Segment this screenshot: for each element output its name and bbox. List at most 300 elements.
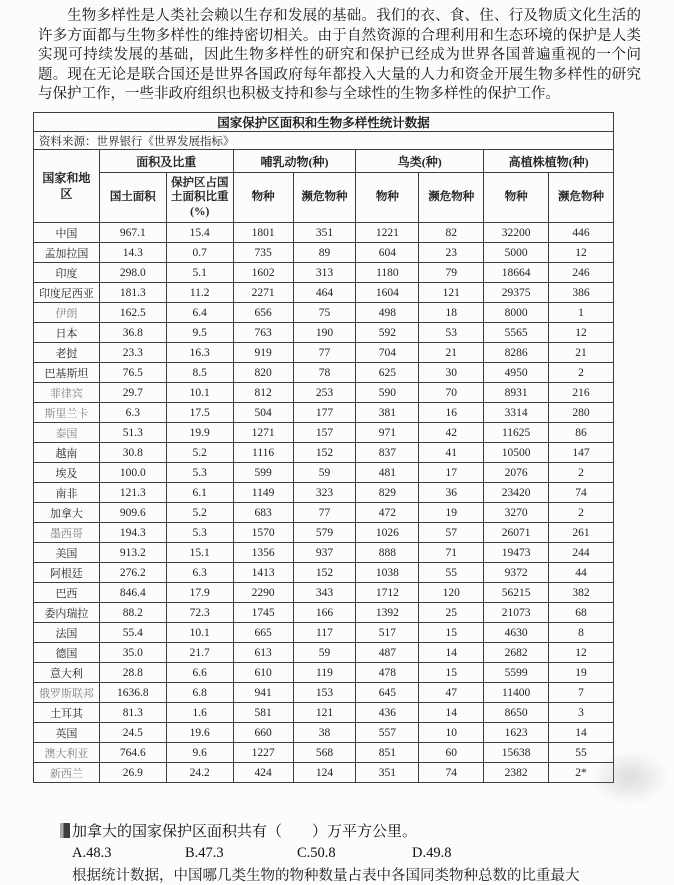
value-cell: 5.2: [166, 443, 233, 463]
value-cell: 246: [549, 263, 614, 283]
value-cell: 38: [293, 723, 356, 743]
value-cell: 21: [419, 343, 484, 363]
value-cell: 14: [549, 723, 614, 743]
value-cell: 665: [233, 623, 293, 643]
value-cell: 55: [419, 563, 484, 583]
value-cell: 704: [356, 343, 419, 363]
value-cell: 837: [356, 443, 419, 463]
value-cell: 592: [356, 323, 419, 343]
table-row: [34, 763, 614, 783]
value-cell: 323: [293, 483, 356, 503]
value-cell: 17.5: [166, 403, 233, 423]
value-cell: 5.3: [166, 523, 233, 543]
table-row: [34, 683, 614, 703]
value-cell: 89: [293, 243, 356, 263]
table-title-row: [34, 113, 614, 132]
value-cell: 25: [419, 603, 484, 623]
value-cell: 124: [293, 763, 356, 783]
value-cell: 280: [549, 403, 614, 423]
value-cell: 15638: [484, 743, 549, 763]
value-cell: 19: [419, 503, 484, 523]
group-header-birds: 鸟类(种): [356, 150, 484, 173]
value-cell: 2: [549, 463, 614, 483]
value-cell: 18664: [484, 263, 549, 283]
value-cell: 23.3: [99, 343, 166, 363]
value-cell: 381: [356, 403, 419, 423]
country-cell: 委内瑞拉: [34, 603, 100, 623]
value-cell: 68: [549, 603, 614, 623]
value-cell: 557: [356, 723, 419, 743]
sub-header-endangered: 濒危物种: [549, 173, 614, 223]
table-row: [34, 343, 614, 363]
group-header-plants: 高植株植物(种): [484, 150, 614, 173]
table-row: [34, 623, 614, 643]
value-cell: 888: [356, 543, 419, 563]
value-cell: 610: [233, 663, 293, 683]
table-source: 资料来源：世界银行《世界发展指标》: [34, 132, 614, 150]
value-cell: 6.6: [166, 663, 233, 683]
option-d: D.49.8: [412, 845, 452, 861]
value-cell: 11625: [484, 423, 549, 443]
value-cell: 253: [293, 383, 356, 403]
value-cell: 18: [419, 303, 484, 323]
value-cell: 29.7: [99, 383, 166, 403]
value-cell: 660: [233, 723, 293, 743]
value-cell: 47: [419, 683, 484, 703]
value-cell: 1271: [233, 423, 293, 443]
value-cell: 21: [549, 343, 614, 363]
value-cell: 120: [419, 583, 484, 603]
country-cell: 巴基斯坦: [34, 363, 100, 383]
value-cell: 42: [419, 423, 484, 443]
value-cell: 8.5: [166, 363, 233, 383]
value-cell: 190: [293, 323, 356, 343]
value-cell: 5599: [484, 663, 549, 683]
value-cell: 8: [549, 623, 614, 643]
value-cell: 29375: [484, 283, 549, 303]
value-cell: 30: [419, 363, 484, 383]
value-cell: 181.3: [99, 283, 166, 303]
value-cell: 121.3: [99, 483, 166, 503]
value-cell: 590: [356, 383, 419, 403]
value-cell: 1026: [356, 523, 419, 543]
value-cell: 76.5: [99, 363, 166, 383]
value-cell: 153: [293, 683, 356, 703]
question-block: [60, 820, 640, 841]
value-cell: 820: [233, 363, 293, 383]
value-cell: 12: [549, 323, 614, 343]
value-cell: 4950: [484, 363, 549, 383]
value-cell: 5000: [484, 243, 549, 263]
value-cell: 1623: [484, 723, 549, 743]
value-cell: 351: [356, 763, 419, 783]
value-cell: 579: [293, 523, 356, 543]
table-row: [34, 463, 614, 483]
value-cell: 1413: [233, 563, 293, 583]
country-cell: 老挝: [34, 343, 100, 363]
value-cell: 36: [419, 483, 484, 503]
value-cell: 1.6: [166, 703, 233, 723]
value-cell: 15.4: [166, 223, 233, 243]
value-cell: 1745: [233, 603, 293, 623]
value-cell: 121: [293, 703, 356, 723]
value-cell: 351: [293, 223, 356, 243]
corner-header: 国家和地区: [34, 150, 100, 223]
value-cell: 478: [356, 663, 419, 683]
value-cell: 9372: [484, 563, 549, 583]
value-cell: 261: [549, 523, 614, 543]
table-row: [34, 243, 614, 263]
country-cell: 阿根廷: [34, 563, 100, 583]
table-row: [34, 483, 614, 503]
value-cell: 166: [293, 603, 356, 623]
country-cell: 南非: [34, 483, 100, 503]
value-cell: 10.1: [166, 623, 233, 643]
value-cell: 10500: [484, 443, 549, 463]
value-cell: 8286: [484, 343, 549, 363]
value-cell: 6.3: [99, 403, 166, 423]
value-cell: 75: [293, 303, 356, 323]
table-body: [34, 223, 614, 783]
value-cell: 909.6: [99, 503, 166, 523]
value-cell: 162.5: [99, 303, 166, 323]
value-cell: 86: [549, 423, 614, 443]
value-cell: 504: [233, 403, 293, 423]
value-cell: 71: [419, 543, 484, 563]
value-cell: 17.9: [166, 583, 233, 603]
value-cell: 763: [233, 323, 293, 343]
group-header-mammals: 哺乳动物(种): [233, 150, 356, 173]
value-cell: 599: [233, 463, 293, 483]
value-cell: 941: [233, 683, 293, 703]
question-text: 加拿大的国家保护区面积共有（ ）万平方公里。: [72, 822, 418, 840]
value-cell: 5.2: [166, 503, 233, 523]
value-cell: 78: [293, 363, 356, 383]
value-cell: 79: [419, 263, 484, 283]
value-cell: 14.3: [99, 243, 166, 263]
value-cell: 152: [293, 443, 356, 463]
value-cell: 764.6: [99, 743, 166, 763]
value-cell: 3: [549, 703, 614, 723]
country-cell: 加拿大: [34, 503, 100, 523]
value-cell: 41: [419, 443, 484, 463]
value-cell: 77: [293, 343, 356, 363]
country-cell: 俄罗斯联邦: [34, 683, 100, 703]
table-row: [34, 303, 614, 323]
options-row: [0, 845, 674, 863]
value-cell: 1801: [233, 223, 293, 243]
value-cell: 57: [419, 523, 484, 543]
value-cell: 15.1: [166, 543, 233, 563]
value-cell: 216: [549, 383, 614, 403]
value-cell: 9.5: [166, 323, 233, 343]
table-row: [34, 663, 614, 683]
value-cell: 23: [419, 243, 484, 263]
country-cell: 印度: [34, 263, 100, 283]
value-cell: 14: [419, 643, 484, 663]
value-cell: 56215: [484, 583, 549, 603]
table-row: [34, 723, 614, 743]
table-row: [34, 423, 614, 443]
watermark-smudge: [590, 750, 670, 805]
value-cell: 15: [419, 663, 484, 683]
value-cell: 152: [293, 563, 356, 583]
value-cell: 967.1: [99, 223, 166, 243]
question-number-icon: [60, 823, 70, 838]
sub-header-protected-ratio: 保护区占国土面积比重(%): [166, 173, 233, 223]
value-cell: 2271: [233, 283, 293, 303]
value-cell: 8931: [484, 383, 549, 403]
value-cell: 11.2: [166, 283, 233, 303]
value-cell: 26071: [484, 523, 549, 543]
country-cell: 菲律宾: [34, 383, 100, 403]
value-cell: 937: [293, 543, 356, 563]
country-cell: 德国: [34, 643, 100, 663]
table-row: [34, 323, 614, 343]
value-cell: 194.3: [99, 523, 166, 543]
value-cell: 4630: [484, 623, 549, 643]
value-cell: 812: [233, 383, 293, 403]
value-cell: 157: [293, 423, 356, 443]
value-cell: 16.3: [166, 343, 233, 363]
value-cell: 88.2: [99, 603, 166, 623]
value-cell: 1227: [233, 743, 293, 763]
option-c: C.50.8: [297, 845, 336, 861]
country-cell: 孟加拉国: [34, 243, 100, 263]
value-cell: 645: [356, 683, 419, 703]
value-cell: 1180: [356, 263, 419, 283]
value-cell: 53: [419, 323, 484, 343]
value-cell: 6.3: [166, 563, 233, 583]
value-cell: 8000: [484, 303, 549, 323]
value-cell: 5.3: [166, 463, 233, 483]
sub-header-species: 物种: [233, 173, 293, 223]
value-cell: 74: [419, 763, 484, 783]
table-row: [34, 543, 614, 563]
table-row: [34, 403, 614, 423]
value-cell: 28.8: [99, 663, 166, 683]
value-cell: 8650: [484, 703, 549, 723]
value-cell: 24.5: [99, 723, 166, 743]
table-row: [34, 603, 614, 623]
table-row: [34, 443, 614, 463]
value-cell: 10: [419, 723, 484, 743]
value-cell: 3314: [484, 403, 549, 423]
value-cell: 19.6: [166, 723, 233, 743]
value-cell: 117: [293, 623, 356, 643]
country-cell: 巴西: [34, 583, 100, 603]
value-cell: 12: [549, 643, 614, 663]
table-row: [34, 743, 614, 763]
value-cell: 119: [293, 663, 356, 683]
value-cell: 1712: [356, 583, 419, 603]
table-row: [34, 363, 614, 383]
value-cell: 446: [549, 223, 614, 243]
value-cell: 424: [233, 763, 293, 783]
value-cell: 16: [419, 403, 484, 423]
sub-header-endangered: 濒危物种: [293, 173, 356, 223]
country-cell: 日本: [34, 323, 100, 343]
country-cell: 印度尼西亚: [34, 283, 100, 303]
value-cell: 60: [419, 743, 484, 763]
country-cell: 伊朗: [34, 303, 100, 323]
table-row: [34, 703, 614, 723]
table-sub-header-row: [34, 173, 614, 223]
value-cell: 1038: [356, 563, 419, 583]
value-cell: 30.8: [99, 443, 166, 463]
country-cell: 墨西哥: [34, 523, 100, 543]
value-cell: 2682: [484, 643, 549, 663]
value-cell: 2: [549, 503, 614, 523]
value-cell: 464: [293, 283, 356, 303]
sub-header-land-area: 国土面积: [99, 173, 166, 223]
value-cell: 21.7: [166, 643, 233, 663]
value-cell: 36.8: [99, 323, 166, 343]
value-cell: 10.1: [166, 383, 233, 403]
value-cell: 9.6: [166, 743, 233, 763]
value-cell: 72.3: [166, 603, 233, 623]
value-cell: 436: [356, 703, 419, 723]
value-cell: 735: [233, 243, 293, 263]
sub-header-species: 物种: [356, 173, 419, 223]
value-cell: 1356: [233, 543, 293, 563]
table-source-row: [34, 132, 614, 150]
value-cell: 2290: [233, 583, 293, 603]
option-a: A.48.3: [72, 845, 112, 861]
value-cell: 19: [549, 663, 614, 683]
value-cell: 244: [549, 543, 614, 563]
value-cell: 82: [419, 223, 484, 243]
value-cell: 1602: [233, 263, 293, 283]
value-cell: 11400: [484, 683, 549, 703]
value-cell: 1116: [233, 443, 293, 463]
value-cell: 1: [549, 303, 614, 323]
value-cell: 2076: [484, 463, 549, 483]
value-cell: 919: [233, 343, 293, 363]
value-cell: 382: [549, 583, 614, 603]
country-cell: 埃及: [34, 463, 100, 483]
value-cell: 15: [419, 623, 484, 643]
value-cell: 829: [356, 483, 419, 503]
value-cell: 7: [549, 683, 614, 703]
value-cell: 913.2: [99, 543, 166, 563]
country-cell: 法国: [34, 623, 100, 643]
value-cell: 1636.8: [99, 683, 166, 703]
value-cell: 6.1: [166, 483, 233, 503]
value-cell: 51.3: [99, 423, 166, 443]
value-cell: 481: [356, 463, 419, 483]
table-row: [34, 563, 614, 583]
country-cell: 美国: [34, 543, 100, 563]
value-cell: 313: [293, 263, 356, 283]
biodiversity-stats-table: [33, 112, 614, 783]
table-group-header-row: [34, 150, 614, 173]
country-cell: 新西兰: [34, 763, 100, 783]
table-row: [34, 583, 614, 603]
option-b: B.47.3: [185, 845, 224, 861]
table-row: [34, 523, 614, 543]
value-cell: 851: [356, 743, 419, 763]
country-cell: 英国: [34, 723, 100, 743]
table-row: [34, 283, 614, 303]
table-row: [34, 263, 614, 283]
value-cell: 1221: [356, 223, 419, 243]
country-cell: 澳大利亚: [34, 743, 100, 763]
country-cell: 中国: [34, 223, 100, 243]
value-cell: 498: [356, 303, 419, 323]
country-cell: 斯里兰卡: [34, 403, 100, 423]
value-cell: 386: [549, 283, 614, 303]
value-cell: 276.2: [99, 563, 166, 583]
value-cell: 100.0: [99, 463, 166, 483]
value-cell: 0.7: [166, 243, 233, 263]
value-cell: 35.0: [99, 643, 166, 663]
value-cell: 177: [293, 403, 356, 423]
country-cell: 越南: [34, 443, 100, 463]
value-cell: 971: [356, 423, 419, 443]
value-cell: 472: [356, 503, 419, 523]
value-cell: 19473: [484, 543, 549, 563]
value-cell: 55: [549, 743, 614, 763]
value-cell: 568: [293, 743, 356, 763]
value-cell: 5.1: [166, 263, 233, 283]
country-cell: 泰国: [34, 423, 100, 443]
value-cell: 70: [419, 383, 484, 403]
value-cell: 656: [233, 303, 293, 323]
value-cell: 59: [293, 463, 356, 483]
value-cell: 23420: [484, 483, 549, 503]
table-row: [34, 383, 614, 403]
value-cell: 17: [419, 463, 484, 483]
value-cell: 12: [549, 243, 614, 263]
value-cell: 625: [356, 363, 419, 383]
table-title: 国家保护区面积和生物多样性统计数据: [34, 113, 614, 132]
table-row: [34, 223, 614, 243]
value-cell: 6.4: [166, 303, 233, 323]
value-cell: 19.9: [166, 423, 233, 443]
value-cell: 26.9: [99, 763, 166, 783]
value-cell: 44: [549, 563, 614, 583]
value-cell: 121: [419, 283, 484, 303]
value-cell: 846.4: [99, 583, 166, 603]
intro-paragraph: 生物多样性是人类社会赖以生存和发展的基础。我们的衣、食、住、行及物质文化生活的许多方面都与生物多样性的维持密切相关。由于自然资源的合理利用和生态环境的保护是人类实现可持续发展的基础，因此生物多样性的研究和保护已经成为世界各国普遍重视的一个问题。现在无论是联合国还是世界各国政府每年都投入大量的人力和资金开展生物多样性的研究与保护工作，一些非政府组织也积极支持和参与全球性的生物多样性的保护工作。: [38, 8, 641, 103]
value-cell: 14: [419, 703, 484, 723]
value-cell: 59: [293, 643, 356, 663]
value-cell: 21073: [484, 603, 549, 623]
value-cell: 613: [233, 643, 293, 663]
value-cell: 604: [356, 243, 419, 263]
value-cell: 5565: [484, 323, 549, 343]
value-cell: 77: [293, 503, 356, 523]
group-header-area: 面积及比重: [99, 150, 233, 173]
value-cell: 147: [549, 443, 614, 463]
value-cell: 1149: [233, 483, 293, 503]
clipped-text-line: 根据统计数据，中国哪几类生物的物种数量占表中各国同类物种总数的比重最大: [72, 868, 580, 884]
value-cell: 517: [356, 623, 419, 643]
value-cell: 2382: [484, 763, 549, 783]
value-cell: 487: [356, 643, 419, 663]
value-cell: 24.2: [166, 763, 233, 783]
table-row: [34, 643, 614, 663]
value-cell: 3270: [484, 503, 549, 523]
sub-header-species: 物种: [484, 173, 549, 223]
value-cell: 55.4: [99, 623, 166, 643]
value-cell: 581: [233, 703, 293, 723]
value-cell: 343: [293, 583, 356, 603]
value-cell: 298.0: [99, 263, 166, 283]
value-cell: 74: [549, 483, 614, 503]
value-cell: 1392: [356, 603, 419, 623]
